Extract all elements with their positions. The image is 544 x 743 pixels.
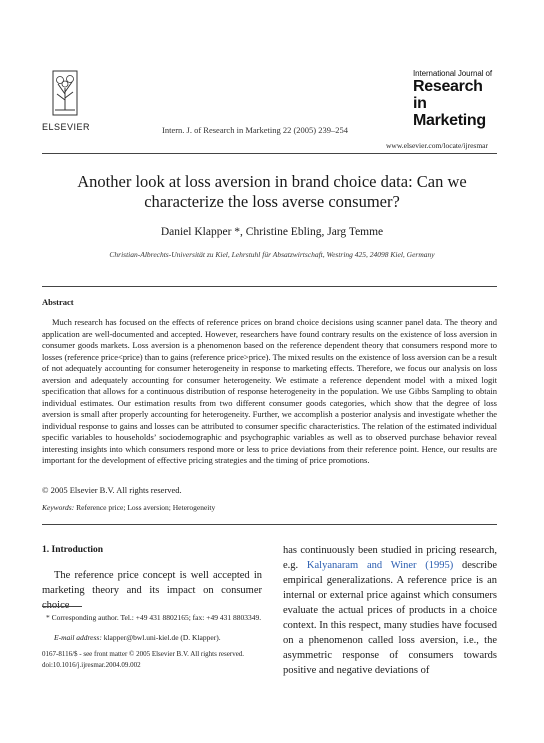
abstract-bottom-divider <box>42 524 497 525</box>
doi-line[interactable]: doi:10.1016/j.ijresmar.2004.09.002 <box>42 661 141 669</box>
section-heading: 1. Introduction <box>42 545 104 555</box>
publisher-name: ELSEVIER <box>42 122 91 132</box>
journal-logo <box>413 69 499 129</box>
article-title: Another look at loss aversion in brand choice data: Can we characterize the loss averse consumer? <box>77 172 467 211</box>
author-affiliation: Christian-Albrechts-Universität zu Kiel, Lehrstuhl für Absatzwirtschaft, Westring 425, 24098 Kiel, Germany <box>109 250 435 259</box>
journal-logo-line3: Marketing <box>413 112 486 129</box>
keywords-label: Keywords: <box>42 503 75 512</box>
header-divider <box>42 153 497 154</box>
citation-link[interactable]: Kalyanaram and Winer (1995) <box>306 560 454 571</box>
journal-reference: Intern. J. of Research in Marketing 22 (2005) 239–254 <box>162 125 349 135</box>
keywords-line <box>42 503 215 512</box>
left-column-text: The reference price concept is well accepted in marketing theory and its impact on consumer choice <box>42 570 262 611</box>
right-column-rest: describe empirical generalizations. A reference price is an internal or external price against which consumers evaluate the actual prices of products in a choice context. In this respect, many studies have focused on a phenomenon called loss aversion, i.e., the asymmetric response of consumers towards positive and negative deviations of <box>283 560 497 676</box>
email-label: E-mail address: <box>54 633 102 642</box>
right-column-start: has continuously been studied in pricing research, e.g. <box>283 545 497 571</box>
abstract-text: Much research has focused on the effects of reference prices on brand choice decisions using scanner panel data. The theory and application are well-documented and accepted. However, researchers have found contrary results on the existence of loss aversion in consumer goods markets. Loss aversion is a phenomenon based on the reference dependent theory that consumers respond more to losses (reference price<price) than to gains (reference price>price). The mixed results on the existence of loss aversion can be a result of not adequately accounting for consumer heterogeneity in response to marketing effects. Therefore, we focus our analysis on loss aversion and adequately accounting for consumer heterogeneity. We estimate a reference dependent model with a mixed logit specification that allows for a continuous distribution of response heterogeneity in the population. We use Gibbs Sampling to obtain individual estimates. Our estimation results from two different consumer goods categories, which show that the degree of loss aversion is small after properly accounting for heterogeneity. Further, we accomplish a posterior analysis and investigate whether the individual response to gains and losses can be attributed to consumer specific characteristics. The relation of the estimated individual specific variables to households’ sociodemographic and psychographic variables as well as to observed purchase behavior reveal interesting insights into which consumers respond more or less to price deviations from their reference point. Hence, our results are important for the development of effective pricing strategies and the timing of price promotions. <box>42 317 497 465</box>
keywords-list: Reference price; Loss aversion; Heterogeneity <box>76 503 216 512</box>
journal-logo-line1: International Journal of <box>413 69 492 78</box>
abstract-copyright: © 2005 Elsevier B.V. All rights reserved. <box>42 485 182 495</box>
publication-meta <box>42 649 244 671</box>
elsevier-tree-logo <box>52 70 78 116</box>
footnote-divider <box>42 606 82 607</box>
abstract-heading: Abstract <box>42 297 74 307</box>
journal-logo-line2: Research in <box>413 78 483 112</box>
email-footnote <box>54 632 264 643</box>
right-column-text <box>283 543 497 678</box>
email-address[interactable]: klapper@bwl.uni-kiel.de (D. Klapper). <box>103 633 221 642</box>
journal-url[interactable]: www.elsevier.com/locate/ijresmar <box>386 141 488 150</box>
corresponding-author-footnote: * Corresponding author. Tel.: +49 431 8802165; fax: +49 431 8803349. <box>46 613 262 622</box>
article-authors: Daniel Klapper *, Christine Ebling, Jarg Temme <box>160 226 384 238</box>
issn-line: 0167-8116/$ - see front matter © 2005 Elsevier B.V. All rights reserved. <box>42 650 245 658</box>
abstract-top-divider <box>42 286 497 287</box>
